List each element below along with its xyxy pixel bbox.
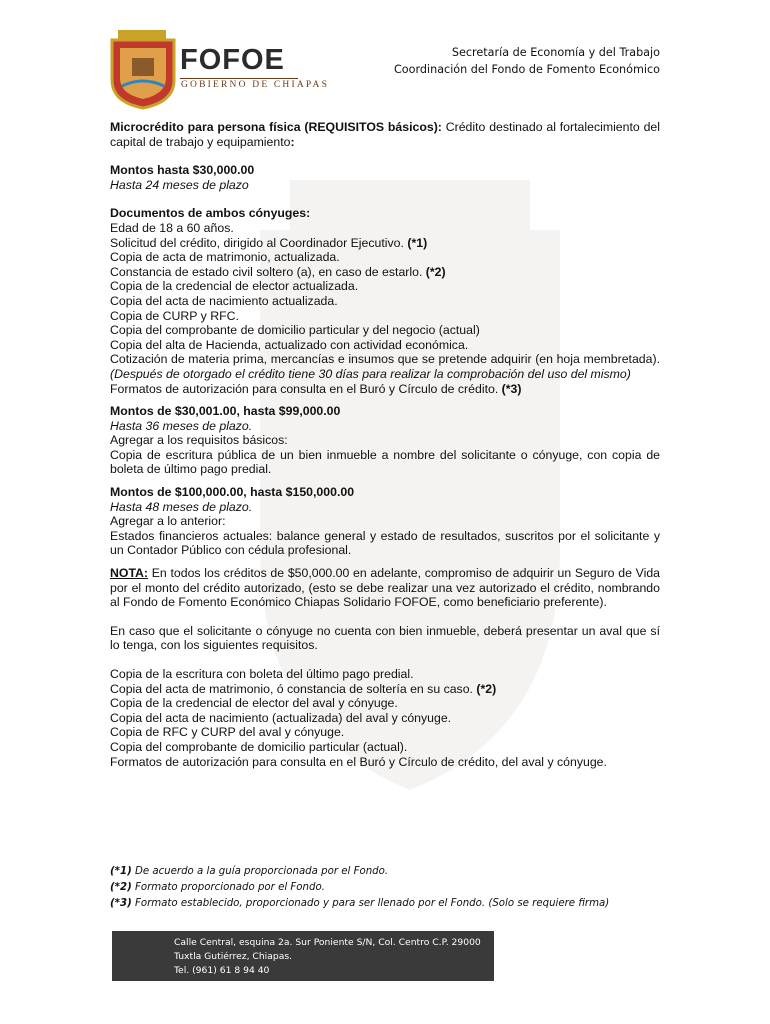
footnote-ref: (*2) [425, 264, 446, 279]
aval-intro: En caso que el solicitante o cónyuge no cuenta con bien inmueble, deberá presentar un aval que sí lo tenga, con los siguientes requisitos. [110, 623, 660, 653]
footnote-text: De acuerdo a la guía proporcionada por el Fondo. [131, 866, 389, 877]
footnote-ref: (*3) [501, 381, 522, 396]
docs-item: Copia de CURP y RFC. [110, 308, 239, 323]
address-footer [112, 931, 494, 981]
footnote-marker: (*1) [110, 866, 132, 877]
logo-subtitle: GOBIERNO DE CHIAPAS [181, 80, 330, 90]
docs-item: Copia de acta de matrimonio, actualizada. [110, 250, 340, 265]
nota-paragraph [110, 566, 660, 610]
tier3-title: Montos de $100,000.00, hasta $150,000.00 [110, 485, 355, 500]
tier3-add: Agregar a lo anterior: [110, 514, 226, 529]
footnotes [110, 864, 609, 912]
footnote-3 [110, 896, 609, 912]
document-header [394, 44, 660, 78]
footer-phone: Tel. (961) 61 8 94 40 [174, 965, 270, 976]
docs-title: Documentos de ambos cónyuges: [110, 206, 311, 221]
aval-item: Copia de la escritura con boleta del último pago predial. [110, 667, 414, 681]
nota-text: En todos los créditos de $50,000.00 en adelante, compromiso de adquirir un Seguro de Vida por el monto del crédito autorizado, (esto se debe realizar una vez autorizado el crédito, nombrando al Fondo de Fomento Económico Chiapas Solidario FOFOE, como beneficiario preferente). [110, 566, 660, 610]
header-secretariat: Secretaría de Economía y del Trabajo [451, 46, 660, 59]
docs-item: Copia de la credencial de elector actualizada. [110, 279, 359, 294]
footnote-1 [110, 864, 609, 880]
docs-item-text: Cotización de materia prima, mercancías e insumos que se pretende adquirir (en hoja membretada). [110, 352, 660, 367]
nota-label: NOTA: [110, 566, 149, 581]
docs-item: Edad de 18 a 60 años. [110, 220, 234, 235]
docs-item-note: (Después de otorgado el crédito tiene 30 días para realizar la comprobación del uso del mismo) [110, 366, 631, 381]
tier1-title: Montos hasta $30,000.00 [110, 163, 255, 178]
tier3-term: Hasta 48 meses de plazo. [110, 499, 253, 514]
document-body [110, 120, 660, 769]
aval-item [110, 682, 660, 697]
tier2-term: Hasta 36 meses de plazo. [110, 418, 253, 433]
footnote-text: Formato establecido, proporcionado y para ser llenado por el Fondo. (Solo se requiere firma) [131, 898, 610, 909]
docs-item [110, 382, 660, 397]
footnote-2 [110, 880, 609, 896]
footnote-ref: (*1) [407, 235, 428, 250]
docs-item-text: Solicitud del crédito, dirigido al Coordinador Ejecutivo. [110, 235, 408, 250]
docs-item: Copia del alta de Hacienda, actualizado con actividad económica. [110, 337, 469, 352]
footnote-text: Formato proporcionado por el Fondo. [131, 882, 325, 893]
docs-item: Copia del acta de nacimiento actualizada. [110, 293, 338, 308]
footnote-ref: (*2) [476, 681, 497, 696]
aval-item: Copia de RFC y CURP del aval y cónyuge. [110, 725, 345, 740]
intro-paragraph [110, 120, 660, 149]
tier2-add: Agregar a los requisitos básicos: [110, 433, 288, 448]
footnote-marker: (*2) [110, 882, 132, 893]
aval-item: Copia del acta de nacimiento (actualizada) del aval y cónyuge. [110, 710, 452, 725]
docs-item-text: Formatos de autorización para consulta en el Buró y Círculo de crédito. [110, 381, 502, 396]
docs-item [110, 265, 660, 280]
tier2-title: Montos de $30,001.00, hasta $99,000.00 [110, 404, 341, 419]
intro-tail: : [290, 134, 295, 149]
aval-item: Copia de la credencial de elector del aval y cónyuge. [110, 696, 398, 711]
tier2-requirement: Copia de escritura pública de un bien inmueble a nombre del solicitante o cónyuge, con copia de boleta de último pago predial. [110, 447, 660, 477]
docs-item [110, 352, 660, 381]
logo-wordmark: FOFOE [180, 44, 285, 76]
footer-city: Tuxtla Gutiérrez, Chiapas. [174, 951, 293, 962]
docs-item [110, 236, 660, 251]
tier1-term: Hasta 24 meses de plazo [110, 177, 249, 192]
logo-divider [180, 78, 298, 79]
docs-item-text: Constancia de estado civil soltero (a), en caso de estarlo. [110, 264, 426, 279]
footnote-marker: (*3) [110, 898, 132, 909]
aval-item: Formatos de autorización para consulta en el Buró y Círculo de crédito, del aval y cónyuge. [110, 754, 607, 769]
aval-item: Copia del comprobante de domicilio particular (actual). [110, 739, 408, 754]
intro-text: Crédito destinado al fortalecimiento del capital de trabajo y equipamiento [110, 120, 660, 149]
intro-title: Microcrédito para persona física (REQUISITOS básicos): [110, 120, 442, 134]
docs-item: Copia del comprobante de domicilio particular y del negocio (actual) [110, 323, 480, 338]
tier3-requirement: Estados financieros actuales: balance general y estado de resultados, suscritos por el solicitante y un Contador Público con cédula profesional. [110, 528, 660, 558]
aval-item-text: Copia del acta de matrimonio, ó constancia de soltería en su caso. [110, 681, 477, 696]
footer-address: Calle Central, esquina 2a. Sur Poniente S/N, Col. Centro C.P. 29000 [174, 937, 481, 948]
header-coordination: Coordinación del Fondo de Fomento Económico [393, 63, 660, 76]
